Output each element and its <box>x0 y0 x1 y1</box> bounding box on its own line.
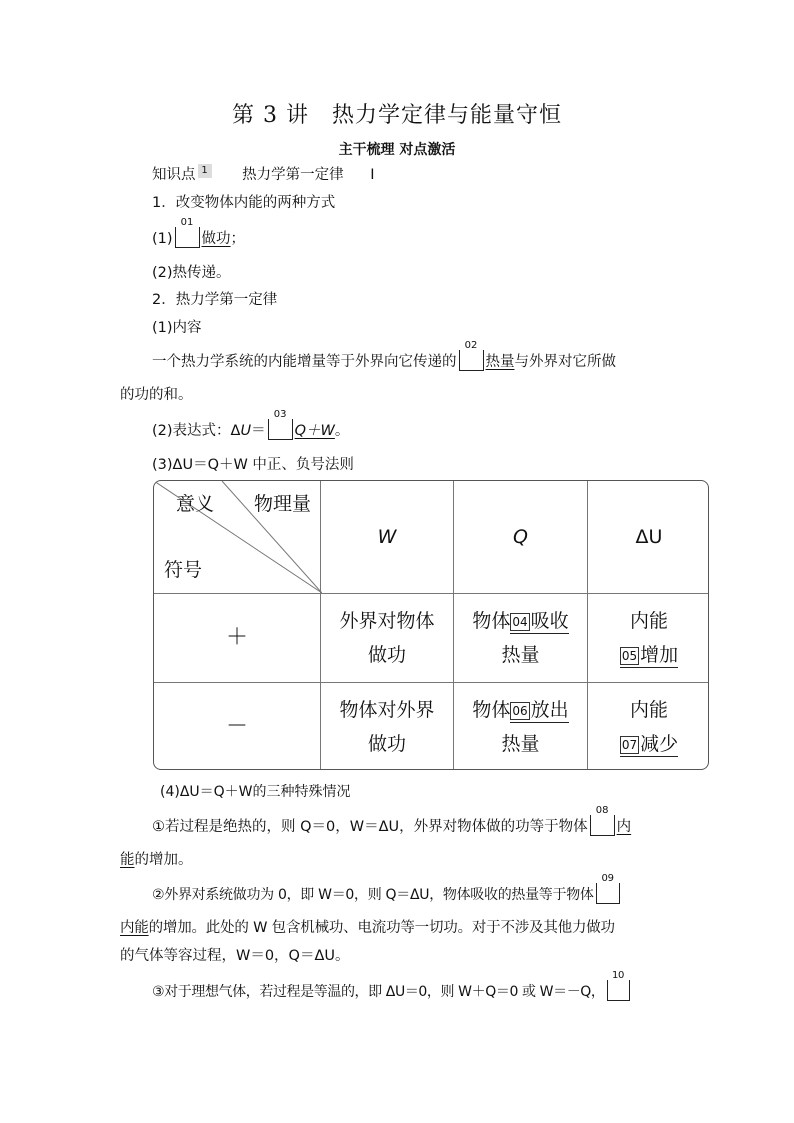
col-header-du: ΔU <box>635 526 663 548</box>
s2-sub2-u: U <box>240 423 252 439</box>
row-plus-du-line1: 内能 <box>629 610 668 632</box>
s2-sub1: (1)内容 <box>152 320 202 336</box>
case1-line1 <box>152 805 632 836</box>
header-meaning: 意义 <box>176 493 215 515</box>
row-plus-q-line2: 热量 <box>501 644 540 666</box>
answer-box-01: 01 <box>175 227 200 248</box>
page-title: 第 3 讲 热力学定律与能量守恒 <box>232 103 562 128</box>
row-plus-q-pre: 物体 <box>472 610 511 632</box>
case2-text-a: ②外界对系统做功为 0，即 W＝0，则 Q＝ΔU，物体吸收的热量等于物体 <box>152 887 594 903</box>
answer-box-10: 10 <box>607 980 630 1001</box>
s2-content-b: 与外界对它所做 <box>514 354 616 370</box>
row-plus-w-line2: 做功 <box>367 644 406 666</box>
case3-text-a: ③对于理想气体，若过程是等温的，即 ΔU＝0，则 W＋Q＝0 或 W＝－Q， <box>152 984 605 1000</box>
case1-text-d: 的增加。 <box>134 852 193 868</box>
col-header-w: W <box>377 526 397 548</box>
kp-level: Ⅰ <box>370 167 375 183</box>
sign-rule-table <box>153 480 709 770</box>
row-minus-w-line1: 物体对外界 <box>339 699 435 721</box>
kp-name: 热力学第一定律 <box>242 167 344 183</box>
s2-sub2 <box>152 409 350 440</box>
answer-01: 做功 <box>201 231 231 247</box>
row-minus-q-line2: 热量 <box>501 733 540 755</box>
s1-item1-end: ； <box>230 231 246 247</box>
row-plus-du <box>588 594 709 682</box>
row-minus-w-line2: 做功 <box>367 733 406 755</box>
answer-box-09: 09 <box>596 883 620 904</box>
kp-label: 知识点 <box>152 167 196 183</box>
case3-line1 <box>152 970 632 1001</box>
case2-line2 <box>120 916 615 937</box>
answer-07: 减少 <box>640 733 679 755</box>
row-minus-sign: － <box>225 714 248 739</box>
answer-03: Q＋W <box>294 423 335 439</box>
section-subtitle: 主干梳理 对点激活 <box>338 142 456 158</box>
answer-box-08: 08 <box>590 815 615 836</box>
s2-sub3: (3)ΔU＝Q＋W 中正、负号法则 <box>152 457 354 473</box>
knowledge-point-line <box>152 163 375 184</box>
row-plus-q <box>454 594 587 682</box>
s2-sub2-prefix: (2)表达式：Δ <box>152 423 241 439</box>
s2-content-line1 <box>152 340 616 371</box>
s1-item2: (2)热传递。 <box>152 265 231 281</box>
s1-heading: 1．改变物体内能的两种方式 <box>152 195 336 211</box>
row-minus-q-pre: 物体 <box>472 699 511 721</box>
s2-heading: 2．热力学第一定律 <box>152 292 278 308</box>
col-header-q: Q <box>513 526 528 548</box>
answer-box-03: 03 <box>268 419 293 440</box>
case2-line3: 的气体等容过程，W＝0，Q＝ΔU。 <box>120 948 350 964</box>
row-minus-q <box>454 683 587 770</box>
answer-box-07: 07 <box>621 738 638 752</box>
row-plus-sign: ＋ <box>225 625 248 650</box>
case2-line1 <box>152 873 622 904</box>
row-plus-w <box>321 594 453 682</box>
row-plus-w-line1: 外界对物体 <box>339 610 435 632</box>
answer-box-02: 02 <box>459 350 484 371</box>
answer-08-part2: 能 <box>120 852 135 868</box>
kp-number-badge: 1 <box>198 164 212 178</box>
answer-08-part1: 内 <box>616 819 632 835</box>
answer-04: 吸收 <box>530 610 569 632</box>
row-minus-du <box>588 683 709 770</box>
s2-content-line2: 的功的和。 <box>120 387 193 403</box>
row-minus-w <box>321 683 453 770</box>
s1-item1-prefix: (1) <box>152 231 173 247</box>
s1-item1 <box>152 217 246 248</box>
case2-text-c: 的增加。此处的 W 包含机械功、电流功等一切功。对于不涉及其他力做功 <box>148 920 615 936</box>
case1-text-a: ①若过程是绝热的，则 Q＝0，W＝ΔU，外界对物体做的功等于物体 <box>152 819 588 835</box>
case1-line2 <box>120 848 193 869</box>
s2-content-a: 一个热力学系统的内能增量等于外界向它传递的 <box>152 354 457 370</box>
s2-sub2-end: 。 <box>334 423 350 439</box>
answer-box-04: 04 <box>512 615 528 629</box>
s4-heading: (4)ΔU＝Q＋W的三种特殊情况 <box>160 784 351 800</box>
row-minus-du-line1: 内能 <box>629 699 668 721</box>
answer-06: 放出 <box>530 699 569 721</box>
answer-09: 内能 <box>120 920 149 936</box>
answer-02: 热量 <box>485 354 515 370</box>
s2-sub2-eq: ＝ <box>251 423 266 439</box>
header-sign: 符号 <box>164 559 203 581</box>
answer-box-05: 05 <box>621 649 638 663</box>
header-quantity: 物理量 <box>254 493 312 515</box>
answer-05: 增加 <box>640 644 679 666</box>
answer-box-06: 06 <box>512 704 528 718</box>
